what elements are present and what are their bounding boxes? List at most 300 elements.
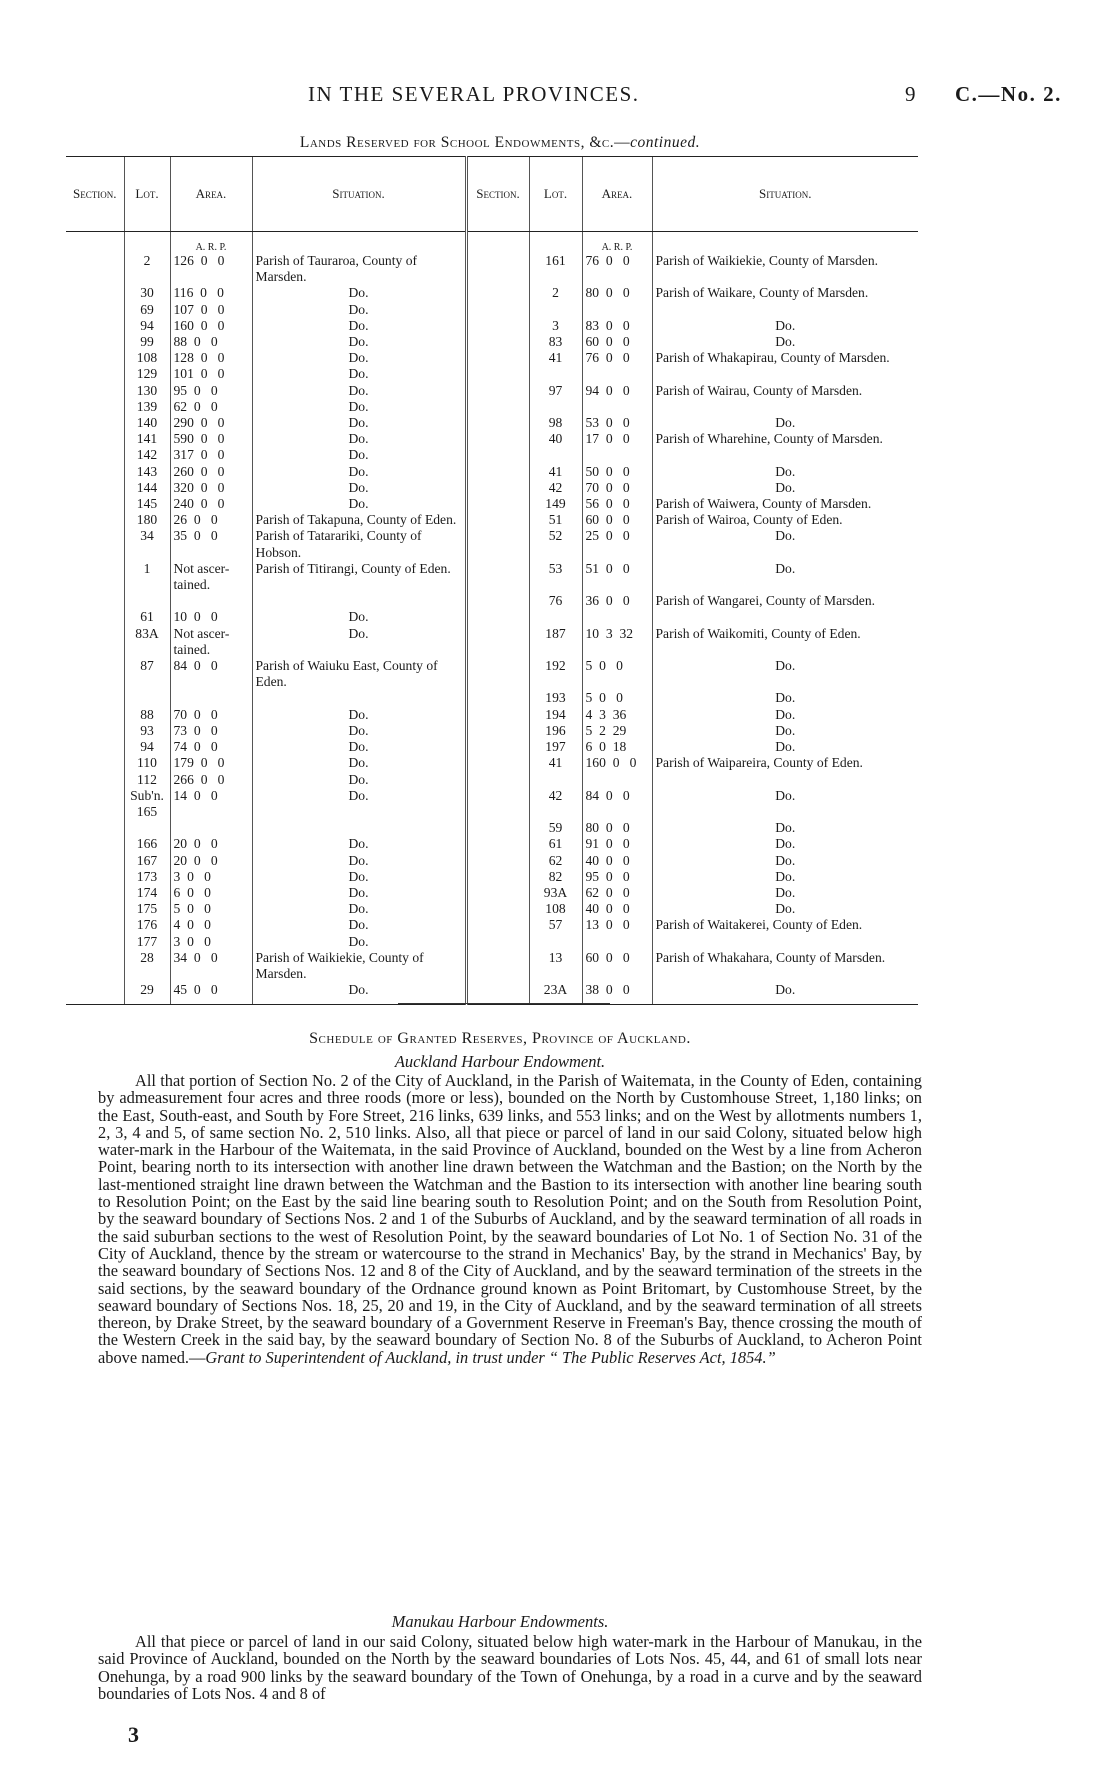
table-cell <box>66 561 124 593</box>
table-cell: Do. <box>652 788 918 820</box>
table-cell: Do. <box>252 917 466 933</box>
table-cell: Do. <box>652 334 918 350</box>
table-row <box>66 739 918 755</box>
table-cell: 260 0 0 <box>170 464 252 480</box>
col-header: Section. <box>66 157 124 232</box>
table-cell: 87 <box>124 658 170 690</box>
harbour-endowment-text <box>98 1072 922 1366</box>
table-cell: 26 0 0 <box>170 512 252 528</box>
table-cell: Parish of Waitakerei, County of Eden. <box>652 917 918 933</box>
table-cell: Do. <box>652 318 918 334</box>
table-cell <box>466 302 529 318</box>
table-cell: Parish of Waiuku East, County of Eden. <box>252 658 466 690</box>
table-cell: Do. <box>252 464 466 480</box>
table-row <box>66 609 918 625</box>
schedule-heading: Schedule of Granted Reserves, Province of Auckland. <box>309 1030 691 1047</box>
table-row <box>66 334 918 350</box>
table-cell: 42 <box>529 788 582 820</box>
table-cell: Do. <box>652 480 918 496</box>
table-cell: 83 0 0 <box>582 318 652 334</box>
table-row <box>66 658 918 690</box>
table-cell <box>466 901 529 917</box>
harbour-endowment-body: All that portion of Section No. 2 of the City of Auckland, in the Parish of Waitemata, in the County of Eden, containing by admeasurement four acres and three roods (more or less), bounded on the North by Customhouse Street, 1,180 links; on the East, South-east, and South by Fore Street, 216 links, 639 links, and 553 links; and on the West by allotments numbers 1, 2, 3, 4 and 5, of same section No. 2, 510 links. Also, all that piece or parcel of land in our said Colony, situated below high water-mark in the Harbour of the Waitemata, in the said Province of Auckland, bounded on the West by a line from Acheron Point, bearing north to its intersection with another line drawn between the Watchman and the Bastion; on the North by the last-mentioned straight line drawn between the Watchman and the Bastion to its intersection with another line bearing south to Resolution Point; on the East by the said line bearing south to Resolution Point; and on the South from Resolution Point, by the seaward boundary of Sections Nos. 2 and 1 of the Suburbs of Auckland, and by the seaward termination of all roads in the said suburban sections to the west of Resolution Point, by the seaward boundaries of Lot No. 1 of Section No. 31 of the City of Auckland, thence by the stream or watercourse to the strand in Mechanics' Bay, by the strand in Mechanics' Bay, by the seaward boundary of Sections Nos. 12 and 8 of the City of Auckland, and by the seaward termination of the streets in the said sections, by the seaward boundary of the Ordnance ground known as Point Britomart, by Customhouse Street, by the seaward boundary of Sections Nos. 18, 25, 20 and 19, in the City of Auckland, and by the seaward termination of all streets thereon, by Drake Street, by the seaward boundary of a Government Reserve in Freeman's Bay, thence crossing the mouth of the Western Creek in the said bay, by the seaward boundary of Section No. 8 of the Suburbs of Auckland, to Acheron Point above named.— <box>98 1071 922 1367</box>
table-cell <box>466 755 529 771</box>
table-cell <box>66 447 124 463</box>
table-cell: 161 <box>529 253 582 285</box>
table-cell <box>466 934 529 950</box>
table-title-text: Lands Reserved for School Endowments, &c.— <box>299 134 631 151</box>
table-row <box>66 366 918 382</box>
table-cell: 34 <box>124 528 170 560</box>
table-cell: 6 0 18 <box>582 739 652 755</box>
table-row <box>66 318 918 334</box>
table-row <box>66 707 918 723</box>
table-cell: Do. <box>252 609 466 625</box>
units-row <box>66 232 918 254</box>
table-cell: Do. <box>252 399 466 415</box>
table-cell: 88 <box>124 707 170 723</box>
table-cell: Do. <box>652 885 918 901</box>
table-cell: 83 <box>529 334 582 350</box>
table-header-row <box>66 157 918 232</box>
table-cell <box>529 447 582 463</box>
table-cell: Do. <box>252 447 466 463</box>
table-cell: Do. <box>252 480 466 496</box>
table-cell: 6 0 0 <box>170 885 252 901</box>
table-cell: 94 <box>124 318 170 334</box>
table-cell: 62 <box>529 853 582 869</box>
table-cell: 76 0 0 <box>582 350 652 366</box>
table-cell: Parish of Waikiekie, County of Marsden. <box>652 253 918 285</box>
table-cell <box>66 772 124 788</box>
table-cell: 140 <box>124 415 170 431</box>
table-cell <box>466 869 529 885</box>
table-cell: 61 <box>124 609 170 625</box>
table-cell: 13 <box>529 950 582 982</box>
table-cell: Do. <box>252 383 466 399</box>
table-cell: Do. <box>252 853 466 869</box>
table-cell: 61 <box>529 836 582 852</box>
table-cell: 3 0 0 <box>170 934 252 950</box>
table-row <box>66 772 918 788</box>
table-cell <box>466 658 529 690</box>
table-cell <box>652 447 918 463</box>
table-cell: 176 <box>124 917 170 933</box>
table-cell: 144 <box>124 480 170 496</box>
table-cell <box>466 917 529 933</box>
table-cell <box>466 350 529 366</box>
table-cell: 41 <box>529 350 582 366</box>
table-cell <box>66 869 124 885</box>
table-cell <box>66 690 124 706</box>
table-cell: 5 0 0 <box>582 690 652 706</box>
table-cell <box>652 609 918 625</box>
table-cell: Do. <box>252 885 466 901</box>
table-cell: 80 0 0 <box>582 820 652 836</box>
table-cell <box>466 496 529 512</box>
table-cell: 196 <box>529 723 582 739</box>
table-cell <box>466 885 529 901</box>
table-cell: 30 <box>124 285 170 301</box>
table-cell: Do. <box>652 982 918 1005</box>
table-cell <box>66 366 124 382</box>
table-cell: Sub'n. 165 <box>124 788 170 820</box>
table-cell <box>170 690 252 706</box>
table-row <box>66 934 918 950</box>
table-cell <box>466 836 529 852</box>
table-cell: 129 <box>124 366 170 382</box>
table-cell <box>582 934 652 950</box>
table-row <box>66 350 918 366</box>
table-cell: 80 0 0 <box>582 285 652 301</box>
table-row <box>66 464 918 480</box>
table-cell: Do. <box>252 431 466 447</box>
table-cell <box>466 820 529 836</box>
table-cell: 590 0 0 <box>170 431 252 447</box>
table-cell: Do. <box>652 415 918 431</box>
table-cell <box>466 772 529 788</box>
table-row <box>66 901 918 917</box>
table-cell: Do. <box>252 934 466 950</box>
col-header: Situation. <box>252 157 466 232</box>
table-cell: Parish of Whakapirau, County of Marsden. <box>652 350 918 366</box>
table-cell: 94 0 0 <box>582 383 652 399</box>
table-row <box>66 285 918 301</box>
table-cell: 59 <box>529 820 582 836</box>
table-cell <box>66 464 124 480</box>
table-cell: Do. <box>652 836 918 852</box>
table-row <box>66 512 918 528</box>
manukau-endowment-text: All that piece or parcel of land in our said Colony, situated below high water-mark in the Harbour of Manukau, in the said Province of Auckland, bounded on the North by the seaward boundaries of Lots Nos. 45, 44, and 61 of small lots near Onehunga, by a road 900 links by the seaward boundary of the Town of Onehunga, by a road in a curve and by the seaward boundaries of Lots Nos. 4 and 8 of <box>98 1632 922 1703</box>
table-cell: 101 0 0 <box>170 366 252 382</box>
table-cell: 25 0 0 <box>582 528 652 560</box>
col-header: Lot. <box>124 157 170 232</box>
table-cell: 141 <box>124 431 170 447</box>
table-cell: 266 0 0 <box>170 772 252 788</box>
table-cell <box>652 934 918 950</box>
table-cell <box>66 415 124 431</box>
table-cell: 173 <box>124 869 170 885</box>
table-row <box>66 253 918 285</box>
table-cell <box>652 399 918 415</box>
table-cell: Do. <box>652 739 918 755</box>
table-row <box>66 853 918 869</box>
table-cell: 160 0 0 <box>582 755 652 771</box>
table-cell: Do. <box>252 723 466 739</box>
table-cell: 13 0 0 <box>582 917 652 933</box>
units-label: A. R. P. <box>170 232 252 254</box>
table-row <box>66 383 918 399</box>
table-row <box>66 302 918 318</box>
table-cell <box>252 690 466 706</box>
table-cell: 317 0 0 <box>170 447 252 463</box>
table-cell: 62 0 0 <box>170 399 252 415</box>
table-cell: 20 0 0 <box>170 836 252 852</box>
table-cell: 53 <box>529 561 582 593</box>
table-cell: Parish of Takapuna, County of Eden. <box>252 512 466 528</box>
table-cell <box>66 480 124 496</box>
table-row <box>66 982 918 1005</box>
table-cell: 56 0 0 <box>582 496 652 512</box>
table-cell: Parish of Waikare, County of Marsden. <box>652 285 918 301</box>
table-cell: 180 <box>124 512 170 528</box>
table-row <box>66 917 918 933</box>
table-cell: 290 0 0 <box>170 415 252 431</box>
table-cell <box>652 772 918 788</box>
table-cell: Do. <box>252 739 466 755</box>
table-cell <box>466 853 529 869</box>
table-cell: 40 0 0 <box>582 853 652 869</box>
table-cell: 23A <box>529 982 582 1005</box>
table-row <box>66 885 918 901</box>
table-cell: Do. <box>652 464 918 480</box>
table-cell <box>466 690 529 706</box>
table-cell <box>466 609 529 625</box>
table-cell: Do. <box>252 901 466 917</box>
table-cell: 194 <box>529 707 582 723</box>
table-cell: 83A <box>124 626 170 658</box>
table-cell: 179 0 0 <box>170 755 252 771</box>
table-cell <box>66 609 124 625</box>
table-cell: 145 <box>124 496 170 512</box>
table-row <box>66 593 918 609</box>
table-cell: 82 <box>529 869 582 885</box>
table-cell <box>66 593 124 609</box>
table-row <box>66 447 918 463</box>
table-cell <box>66 739 124 755</box>
col-header: Section. <box>466 157 529 232</box>
table-row <box>66 496 918 512</box>
table-cell: 1 <box>124 561 170 593</box>
table-cell <box>466 561 529 593</box>
table-cell: 45 0 0 <box>170 982 252 1005</box>
table-cell: Parish of Tauraroa, County of Marsden. <box>252 253 466 285</box>
table-cell <box>582 302 652 318</box>
table-cell <box>466 334 529 350</box>
table-cell: 166 <box>124 836 170 852</box>
table-cell: 70 0 0 <box>170 707 252 723</box>
table-cell: Do. <box>252 302 466 318</box>
table-row <box>66 415 918 431</box>
table-cell <box>582 447 652 463</box>
document-reference: C.—No. 2. <box>955 82 1062 106</box>
table-cell: Do. <box>652 528 918 560</box>
page-title: IN THE SEVERAL PROVINCES. <box>308 82 640 106</box>
table-cell <box>66 820 124 836</box>
col-header: Lot. <box>529 157 582 232</box>
table-cell: 74 0 0 <box>170 739 252 755</box>
table-cell: Do. <box>652 853 918 869</box>
table-cell <box>466 528 529 560</box>
table-cell: Not ascer- tained. <box>170 561 252 593</box>
table-cell <box>529 302 582 318</box>
table-cell: 76 0 0 <box>582 253 652 285</box>
table-cell: 175 <box>124 901 170 917</box>
table-cell <box>466 253 529 285</box>
table-cell: Do. <box>652 561 918 593</box>
table-cell: Do. <box>252 318 466 334</box>
table-cell: 5 2 29 <box>582 723 652 739</box>
table-cell: 84 0 0 <box>170 658 252 690</box>
table-cell: 17 0 0 <box>582 431 652 447</box>
table-cell <box>66 723 124 739</box>
table-cell: 192 <box>529 658 582 690</box>
table-cell: Do. <box>652 820 918 836</box>
table-cell: 142 <box>124 447 170 463</box>
table-cell: 112 <box>124 772 170 788</box>
table-cell <box>466 950 529 982</box>
table-cell: Do. <box>652 690 918 706</box>
table-cell: Do. <box>652 707 918 723</box>
table-cell <box>66 934 124 950</box>
table-cell <box>66 950 124 982</box>
table-cell: 2 <box>529 285 582 301</box>
table-cell <box>529 609 582 625</box>
table-row <box>66 869 918 885</box>
table-cell: Do. <box>252 626 466 658</box>
table-cell: 10 3 32 <box>582 626 652 658</box>
table-cell: Do. <box>252 285 466 301</box>
table-cell: Do. <box>252 366 466 382</box>
table-cell: 93A <box>529 885 582 901</box>
table-cell: 70 0 0 <box>582 480 652 496</box>
table-cell: Do. <box>252 350 466 366</box>
table-cell: 40 0 0 <box>582 901 652 917</box>
table-cell <box>124 690 170 706</box>
table-cell <box>66 917 124 933</box>
table-cell: 36 0 0 <box>582 593 652 609</box>
table-cell <box>466 447 529 463</box>
table-cell: 38 0 0 <box>582 982 652 1005</box>
table-row <box>66 820 918 836</box>
table-cell <box>466 366 529 382</box>
table-cell: Do. <box>252 982 466 1005</box>
table-cell <box>252 820 466 836</box>
table-cell <box>66 901 124 917</box>
endowment-table <box>66 156 918 1005</box>
table-cell: 29 <box>124 982 170 1005</box>
table-cell: 42 <box>529 480 582 496</box>
table-cell: 40 <box>529 431 582 447</box>
table-cell: 4 3 36 <box>582 707 652 723</box>
col-header: Situation. <box>652 157 918 232</box>
table-cell <box>170 820 252 836</box>
table-cell: Parish of Tatarariki, County of Hobson. <box>252 528 466 560</box>
table-cell: 91 0 0 <box>582 836 652 852</box>
table-cell <box>652 302 918 318</box>
table-cell <box>66 285 124 301</box>
table-cell <box>466 383 529 399</box>
table-cell: Parish of Wairoa, County of Eden. <box>652 512 918 528</box>
table-cell: 5 0 0 <box>170 901 252 917</box>
table-cell: 69 <box>124 302 170 318</box>
table-cell <box>66 707 124 723</box>
table-cell: 97 <box>529 383 582 399</box>
table-cell <box>582 609 652 625</box>
table-cell: 149 <box>529 496 582 512</box>
table-cell <box>66 788 124 820</box>
table-cell: 197 <box>529 739 582 755</box>
table-cell <box>466 464 529 480</box>
table-cell: 177 <box>124 934 170 950</box>
table-cell <box>466 512 529 528</box>
table-row <box>66 561 918 593</box>
table-cell: 50 0 0 <box>582 464 652 480</box>
table-cell <box>466 739 529 755</box>
table-cell <box>66 253 124 285</box>
col-header: Area. <box>170 157 252 232</box>
table-cell: 160 0 0 <box>170 318 252 334</box>
table-cell: 34 0 0 <box>170 950 252 982</box>
table-cell <box>66 350 124 366</box>
table-row <box>66 431 918 447</box>
table-cell: 99 <box>124 334 170 350</box>
table-cell: 5 0 0 <box>582 658 652 690</box>
table-cell: 107 0 0 <box>170 302 252 318</box>
table-cell: Not ascer- tained. <box>170 626 252 658</box>
table-cell: 3 <box>529 318 582 334</box>
table-cell: 193 <box>529 690 582 706</box>
table-cell: 51 <box>529 512 582 528</box>
table-cell: Do. <box>252 869 466 885</box>
table-cell: 98 <box>529 415 582 431</box>
table-cell <box>582 366 652 382</box>
table-cell: Parish of Wangarei, County of Marsden. <box>652 593 918 609</box>
table-cell: 62 0 0 <box>582 885 652 901</box>
table-row <box>66 755 918 771</box>
table-cell: 94 <box>124 739 170 755</box>
table-cell: Parish of Titirangi, County of Eden. <box>252 561 466 593</box>
table-cell <box>466 982 529 1005</box>
table-cell: Parish of Waikomiti, County of Eden. <box>652 626 918 658</box>
table-cell: 4 0 0 <box>170 917 252 933</box>
table-cell: 53 0 0 <box>582 415 652 431</box>
table-cell <box>66 431 124 447</box>
table-cell: 320 0 0 <box>170 480 252 496</box>
table-cell <box>66 302 124 318</box>
table-cell <box>66 658 124 690</box>
table-cell: 174 <box>124 885 170 901</box>
col-header: Area. <box>582 157 652 232</box>
table-cell: Do. <box>252 755 466 771</box>
table-cell <box>66 982 124 1005</box>
table-cell <box>466 415 529 431</box>
table-cell: 10 0 0 <box>170 609 252 625</box>
table-cell: 51 0 0 <box>582 561 652 593</box>
table-cell: 3 0 0 <box>170 869 252 885</box>
table-cell: 167 <box>124 853 170 869</box>
table-cell <box>124 820 170 836</box>
table-cell <box>66 334 124 350</box>
table-cell: Do. <box>252 707 466 723</box>
table-cell <box>466 480 529 496</box>
table-cell: 95 0 0 <box>170 383 252 399</box>
table-cell <box>66 885 124 901</box>
table-cell: 139 <box>124 399 170 415</box>
table-cell: 108 <box>529 901 582 917</box>
table-row <box>66 528 918 560</box>
table-cell <box>124 593 170 609</box>
table-cell <box>529 366 582 382</box>
table-cell: Parish of Waikiekie, County of Marsden. <box>252 950 466 982</box>
section-divider <box>398 1003 610 1004</box>
table-cell: Do. <box>252 836 466 852</box>
table-cell: 76 <box>529 593 582 609</box>
units-label: A. R. P. <box>582 232 652 254</box>
table-cell: 60 0 0 <box>582 512 652 528</box>
table-cell: 93 <box>124 723 170 739</box>
table-cell: 95 0 0 <box>582 869 652 885</box>
